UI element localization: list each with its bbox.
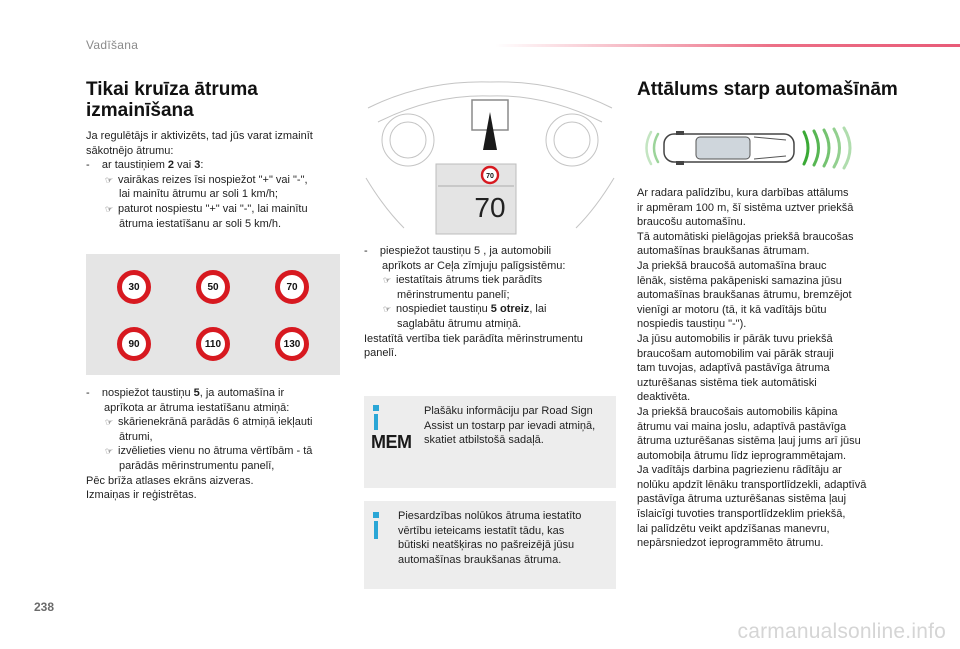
speed-sign-90: 90 [117, 327, 151, 361]
right-text-line: nospiedis taustiņu "-"). [637, 318, 747, 331]
arrow-bullet-icon: ☞ [105, 174, 114, 185]
right-text-line: Ja jūsu automobilis ir pārāk tuvu priekšā [637, 332, 833, 345]
right-text-line: nepārsniedzot ieprogrammēto ātrumu. [637, 537, 824, 550]
intro-line: Ja regulētājs ir aktivizēts, tad jūs varat izmainīt [86, 130, 313, 142]
arrow-bullet-icon: ☞ [105, 417, 114, 428]
info-i-dot-icon [373, 512, 379, 518]
section-title: Vadīšana [86, 38, 139, 52]
right-text-line: nolūku apdzīt lēnāku transportlīdzekli, adaptīvā [637, 478, 867, 491]
right-text-line: ātruma uzturēšanas sistēma ļauj jums arī jūsu [637, 435, 861, 448]
sub-bullet-select: ☞ izvēlieties vienu no ātruma vērtībām - tā [105, 445, 313, 458]
sub-bullet-cont: ātrumi, [119, 430, 153, 443]
right-text-line: deaktivēta. [637, 391, 691, 404]
left-memory-text [86, 386, 348, 503]
bullet-cont: aprīkots ar Ceļa zīmjuju palīgsistēmu: [382, 259, 566, 272]
closing-line: panelī. [364, 347, 398, 360]
arrow-bullet-icon: ☞ [105, 446, 114, 457]
sub-bullet-cont: parādās mērinstrumentu panelī, [119, 459, 275, 472]
right-text-line: īslaicīgi tuvoties transportlīdzeklim priekšā, [637, 508, 846, 521]
right-body-text [637, 186, 882, 551]
right-text-line: Ja priekšā braucošais automobilis kāpina [637, 405, 838, 418]
right-text-line: uzturēšanas sistēma tiek automātiski [637, 376, 817, 389]
bullet-keys-2-3: - ar taustiņiem 2 vai 3: [86, 159, 204, 172]
arrow-bullet-icon: ☞ [105, 203, 114, 214]
info-mem-text: Plašāku informāciju par Road Sign Assist un tostarp par ievadi atmiņā, skatiet atbilstošā sadaļā. [424, 405, 596, 447]
bullet-cont: aprīkota ar ātruma iestatīšanu atmiņā: [104, 401, 290, 414]
arrow-bullet-icon: ☞ [383, 304, 392, 315]
right-text-line: pastāvīga ātruma uzturēšanas sistēma ļauj [637, 493, 847, 506]
middle-text [364, 244, 620, 361]
right-text-line: tam tuvojas, adaptīvā pastāvīga ātruma [637, 362, 830, 375]
mem-badge: MEM [371, 432, 412, 452]
right-text-line: automašīnas braukšanas ātrumu, bremzējot [637, 289, 852, 302]
right-heading: Attālums starp automašīnām [637, 79, 898, 100]
radar-distance-illustration [636, 122, 896, 174]
left-heading-line-1: Tikai kruīza ātruma [86, 79, 258, 100]
right-text-line: ir apmēram 100 m, šī sistēma uztver priekšā [637, 201, 854, 214]
right-text-line: Tā automātiski pielāgojas priekšā braucošas [637, 230, 854, 243]
right-text-line: braucošu automašīnu. [637, 216, 746, 229]
closing-line: Pēc brīža atlases ekrāns aizveras. [86, 474, 254, 487]
right-text-line: braucošam automobilim vai pārāk strauji [637, 347, 834, 360]
right-text-line: automobiļa ātrumu līdz ieprogrammētajam. [637, 449, 847, 462]
right-text-line: lai palīdzētu veikt apdzīšanas manevru, [637, 522, 830, 535]
sub-bullet-cont: saglabātu ātrumu atmiņā. [397, 317, 522, 330]
info-i-dot-icon [373, 405, 379, 411]
car-top-view-icon [664, 131, 794, 165]
left-heading [86, 79, 258, 121]
speed-sign-30: 30 [117, 270, 151, 304]
sub-bullet-long-press: ☞ paturot nospiestu "+" vai "-", lai mainītu [105, 202, 308, 215]
arrow-bullet-icon: ☞ [383, 275, 392, 286]
sub-bullet-short-press: ☞ vairākas reizes īsi nospiežot "+" vai "-", [105, 173, 308, 186]
closing-line: Iestatītā vertība tiek parādīta mērinstrumentu [364, 332, 583, 345]
sub-bullet-press-again: ☞ nospiediet taustiņu 5 otreiz, lai [383, 303, 547, 316]
info-i-stem-icon [374, 414, 378, 430]
right-text-line: Ja priekšā braucošā automašīna brauc [637, 259, 827, 272]
right-text-line: Ar radara palīdzību, kura darbības attālums [637, 187, 849, 199]
left-heading-line-2: izmainīšana [86, 100, 194, 121]
sub-bullet-cont: lai mainītu ātrumu ar soli 1 km/h; [119, 188, 278, 201]
sub-bullet-touchscreen: ☞ skārienekrānā parādās 6 atmiņā iekļauti [105, 416, 313, 429]
info-safety-text: Piesardzības nolūkos ātruma iestatīto vērtību ieteicams iestatīt tādu, kas būtiski neatšķiras no pašreizējā jūsu automašīnas braukšanas ātruma. [398, 510, 582, 566]
sub-bullet-display: ☞ iestatītais ātrums tiek parādīts [383, 274, 543, 287]
sub-bullet-cont: mērinstrumentu panelī; [397, 288, 510, 301]
speed-sign-110: 110 [196, 327, 230, 361]
info-box-mem [364, 396, 616, 488]
right-text-line: lēnāk, sistēma pakāpeniski samazina jūsu [637, 274, 842, 287]
bullet-key-5: - nospiežot taustiņu 5, ja automašīna ir [86, 387, 285, 399]
speed-sign-130: 130 [275, 327, 309, 361]
info-i-stem-icon [374, 521, 378, 539]
speed-memory-illustration [86, 254, 340, 375]
dash-speed-sign-value: 70 [486, 173, 494, 180]
info-box-safety [364, 501, 616, 589]
header-bar [495, 44, 960, 47]
watermark: carmanualsonline.info [737, 620, 946, 643]
instrument-panel-illustration [364, 78, 616, 236]
intro-line: sākotnējo ātrumu: [86, 144, 174, 157]
right-text-line: vienīgi ar motoru (tā, it kā vadītājs būtu [637, 303, 827, 316]
bullet-road-sign: - piespiežot taustiņu 5 , ja automobili [364, 245, 552, 257]
right-text-line: automašīnas braukšanas ātrumam. [637, 245, 810, 258]
dash-speed-readout: 70 [474, 192, 506, 223]
right-text-line: Ja vadītājs darbina pagriezienu rādītāju ar [637, 464, 842, 477]
speed-sign-50: 50 [196, 270, 230, 304]
right-text-line: ātrumu vai maina joslu, adaptīvā pastāvīga [637, 420, 847, 433]
speed-sign-70: 70 [275, 270, 309, 304]
closing-line: Izmaiņas ir reģistrētas. [86, 489, 197, 502]
sub-bullet-cont: ātruma iestatīšanu ar soli 5 km/h. [119, 217, 282, 230]
page-number: 238 [34, 600, 55, 614]
left-intro-text [86, 129, 348, 231]
